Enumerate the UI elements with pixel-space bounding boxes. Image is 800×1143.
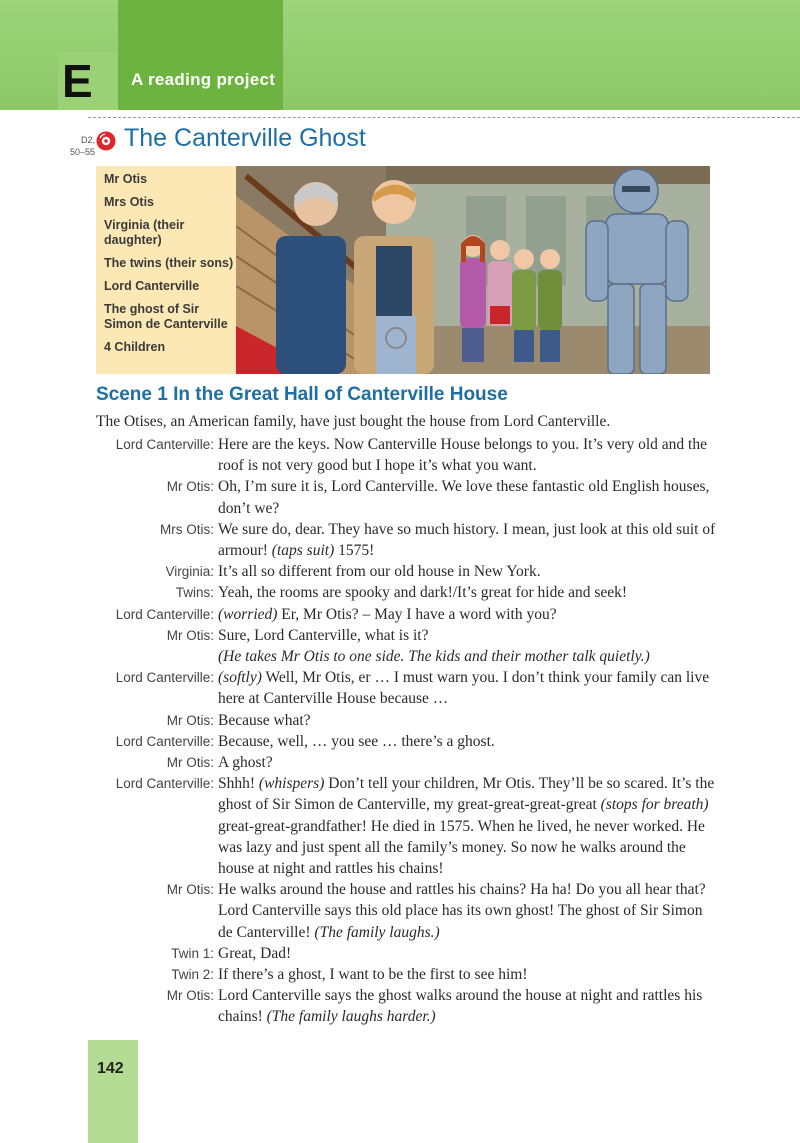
speech-text bbox=[216, 519, 716, 561]
speech-text bbox=[216, 985, 716, 1027]
stage-direction: (He takes Mr Otis to one side. The kids and their mother talk quietly.) bbox=[218, 648, 650, 666]
page-number: 142 bbox=[97, 1060, 124, 1077]
speaker-name: Mr Otis: bbox=[166, 755, 214, 771]
script-dialogue bbox=[96, 434, 716, 1028]
cast-member: Mrs Otis bbox=[104, 195, 155, 209]
section-title: A reading project bbox=[131, 70, 276, 89]
speech-segment: Er, Mr Otis? – May I have a word with you? bbox=[277, 605, 557, 623]
speech-segment: Because, well, … you see … there’s a ghost. bbox=[218, 732, 495, 750]
speech-text bbox=[216, 604, 716, 625]
cd-icon[interactable] bbox=[96, 131, 116, 151]
speech-text bbox=[216, 667, 716, 709]
page-number-tab bbox=[88, 1040, 138, 1143]
speaker-name: Twin 2: bbox=[171, 967, 214, 983]
stage-direction: (The family laughs.) bbox=[314, 923, 440, 941]
story-title: The Canterville Ghost bbox=[124, 124, 366, 152]
stage-direction: (The family laughs harder.) bbox=[266, 1008, 436, 1026]
dialogue-line bbox=[96, 752, 716, 773]
cast-box bbox=[96, 166, 236, 374]
dialogue-line bbox=[96, 710, 716, 731]
speech-text bbox=[216, 731, 716, 752]
stage-direction: (stops for breath) bbox=[600, 796, 709, 814]
cast-member: The twins (their sons) bbox=[104, 256, 234, 270]
section-title-box bbox=[118, 0, 283, 110]
speaker-name: Lord Canterville: bbox=[115, 733, 214, 749]
speaker-name: Lord Canterville: bbox=[115, 437, 214, 452]
stage-direction: (whispers) bbox=[258, 775, 325, 793]
speech-text bbox=[216, 964, 716, 985]
speech-segment: It’s all so different from our old house in New York. bbox=[218, 563, 541, 581]
speech-text bbox=[216, 476, 716, 518]
dialogue-line bbox=[96, 943, 716, 964]
speech-text bbox=[216, 561, 716, 582]
stage-direction: (worried) bbox=[218, 605, 278, 623]
speech-segment: We sure do, dear. They have so much history. I mean, just look at this old suit of armour! bbox=[218, 520, 716, 560]
scene-heading: Scene 1 In the Great Hall of Canterville House bbox=[96, 384, 508, 405]
dialogue-line bbox=[96, 964, 716, 985]
speech-segment: Shhh! bbox=[218, 775, 259, 793]
cast-member: Virginia (their daughter) bbox=[104, 218, 185, 247]
speech-segment: He walks around the house and rattles his chains? Ha ha! Do you all hear that? Lord Canterville says this old place has its own ghost! The ghost of Sir Simon de Canterville! bbox=[218, 881, 706, 941]
cast-member: The ghost of Sir Simon de Canterville bbox=[104, 302, 228, 331]
dialogue-line bbox=[96, 731, 716, 752]
speech-segment: Sure, Lord Canterville, what is it? bbox=[218, 626, 429, 644]
speaker-name: Virginia: bbox=[165, 564, 214, 580]
speech-text bbox=[216, 434, 716, 476]
cast-member: Mr Otis bbox=[104, 172, 148, 186]
scene-illustration bbox=[236, 166, 710, 374]
speech-text bbox=[216, 646, 716, 667]
speech-text bbox=[216, 943, 716, 964]
cast-list bbox=[96, 166, 236, 355]
speech-text bbox=[216, 773, 716, 879]
speech-segment: great-great-grandfather! He died in 1575. When he lived, he never worked. He was lazy and just spent all the family’s money. So now he walks around the house at night and rattles his chains! bbox=[218, 817, 705, 878]
dialogue-line bbox=[96, 667, 716, 709]
speech-text bbox=[216, 625, 716, 646]
track-reference bbox=[61, 134, 95, 158]
dialogue-line bbox=[96, 773, 716, 879]
speaker-name: Lord Canterville: bbox=[115, 606, 214, 622]
speech-text bbox=[216, 582, 716, 603]
track-ref-line1: D2, bbox=[80, 135, 95, 145]
speaker-name: Lord Canterville: bbox=[115, 670, 214, 686]
dialogue-line bbox=[96, 434, 716, 476]
speech-segment: Yeah, the rooms are spooky and dark!/It’s great for hide and seek! bbox=[218, 584, 628, 602]
speech-segment: Lord Canterville says the ghost walks around the house at night and rattles his chains! bbox=[218, 987, 703, 1026]
stage-direction: (taps suit) bbox=[271, 542, 335, 560]
dialogue-line bbox=[96, 879, 716, 943]
speech-segment: A ghost? bbox=[218, 754, 273, 772]
speaker-name: Twin 1: bbox=[171, 945, 214, 961]
speech-text bbox=[216, 752, 716, 773]
header-divider bbox=[88, 117, 800, 118]
dialogue-line bbox=[96, 476, 716, 518]
dialogue-line bbox=[96, 519, 716, 561]
speaker-name: Mr Otis: bbox=[166, 712, 214, 728]
speech-segment: Don’t tell your children, Mr Otis. They’ll be so scared. It’s the ghost of Sir Simon de Canterville, my great-great-great-great bbox=[218, 775, 715, 814]
speech-text bbox=[216, 710, 716, 731]
speech-segment: If there’s a ghost, I want to be the first to see him! bbox=[218, 966, 528, 984]
speech-segment: Here are the keys. Now Canterville House belongs to you. It’s very old and the roof is not very good but I hope it’s what you want. bbox=[218, 436, 707, 475]
speaker-name: Mr Otis: bbox=[166, 479, 214, 495]
speech-text bbox=[216, 879, 716, 943]
dialogue-line bbox=[96, 604, 716, 625]
speaker-name: Mrs Otis: bbox=[160, 521, 214, 537]
dialogue-line bbox=[96, 561, 716, 582]
cast-member: Lord Canterville bbox=[104, 279, 200, 293]
speaker-name: Twins: bbox=[175, 585, 214, 601]
track-ref-line2: 50–55 bbox=[69, 147, 95, 157]
speaker-name: Mr Otis: bbox=[166, 988, 214, 1004]
stage-direction: (softly) bbox=[218, 669, 262, 687]
speaker-name: Lord Canterville: bbox=[115, 776, 214, 792]
section-letter: E bbox=[62, 55, 93, 107]
speaker-name: Mr Otis: bbox=[166, 882, 214, 898]
dialogue-line bbox=[96, 985, 716, 1027]
speech-segment: Well, Mr Otis, er … I must warn you. I don’t think your family can live here at Canterville House because … bbox=[218, 669, 710, 708]
dialogue-line bbox=[96, 582, 716, 603]
speaker-name: Mr Otis: bbox=[166, 627, 214, 643]
speaker-name bbox=[96, 646, 216, 667]
cast-member: 4 Children bbox=[104, 340, 166, 354]
dialogue-line bbox=[96, 646, 716, 667]
speech-segment: 1575! bbox=[334, 542, 375, 560]
speech-segment: Because what? bbox=[218, 711, 311, 729]
speech-segment: Great, Dad! bbox=[218, 944, 292, 962]
scene-intro: The Otises, an American family, have just bought the house from Lord Canterville. bbox=[96, 413, 611, 430]
dialogue-line bbox=[96, 625, 716, 646]
speech-segment: Oh, I’m sure it is, Lord Canterville. We love these fantastic old English houses, don’t we? bbox=[218, 478, 710, 517]
